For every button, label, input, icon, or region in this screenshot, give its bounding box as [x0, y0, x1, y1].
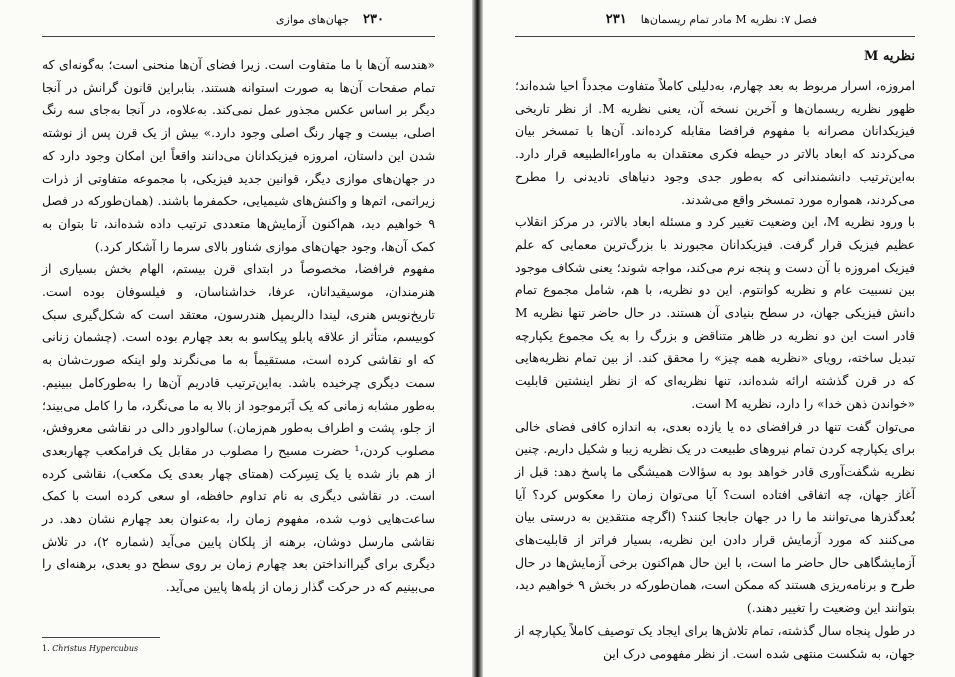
footnote-rule [42, 637, 160, 638]
left-header-title: جهان‌های موازی [275, 13, 350, 26]
left-page-number: ۲۳۰ [363, 12, 384, 27]
section-title: نظریه M [864, 49, 915, 64]
footnote [42, 644, 138, 653]
left-paragraph-1: «هندسه آن‌ها با ما متفاوت است. زیرا فضای آن‌ها منحنی است؛ به‌گونه‌ای که تمام صفحات آن‌ها به صورت استوانه هستند. بنابراین قانون گرانش در آنجا دیگر بر اساس عکس مجذور عمل نمی‌کند. به‌علاوه، در آنجا به‌جای سه رنگ اصلی، بیست و چهار رنگ اصلی وجود دارد.» بیش از یک قرن پس از نوشته شدن این داستان، امروزه فیزیکدانان می‌دانند واقعاً این امکان وجود دارد که در جهان‌های موازی دیگر، قوانین جدید فیزیکی، با مجموعه متفاوتی از ذرات زیراتمی، اتم‌ها و واکنش‌های شیمیایی، حکمفرما باشند. (همان‌طورکه در فصل ۹ خواهیم دید، هم‌اکنون آزمایش‌ها متعددی ترتیب داده شده‌اند، تا بتوان به کمک آن‌ها، وجود جهان‌های موازی شناور بالای سرما را آشکار کرد.) [42, 58, 435, 254]
right-header-title: فصل ۷: نظریه M مادر تمام ریسمان‌ها [640, 13, 817, 26]
right-paragraph-4: در طول پنجاه سال گذشته، تمام تلاش‌ها برای ایجاد یک توصیف کاملاً یکپارچه از جهان، به شکست منتهی شده است. از نظر مفهومی درک این [515, 623, 915, 661]
right-paragraph-3: می‌توان گفت تنها در فرافضای ده یا یازده بعدی، به اندازه کافی فضای خالی برای یکپارچه کردن تمام نیروهای طبیعت در یک نظریه زیبا و شکیل داریم. چنین نظریه شگفت‌آوری قادر خواهد بود به سؤالات همیشگی ما پاسخ دهد: قبل از آغاز جهان، چه اتفاقی افتاده است؟ آیا می‌توان زمان را معکوس کرد؟ آیا بُعدگذرها می‌توانند ما را در جهان جابجا کنند؟ (اگرچه منتقدین به درستی بیان می‌کنند که مورد آزمایش قرار دادن این نظریه، بسیار فراتر از قابلیت‌های آزمایشگاهی حال حاضر ما است، با این حال هم‌اکنون برخی آزمایش‌ها در حال طرح و برنامه‌ریزی هستند که ممکن است، همان‌طورکه در بخش ۹ خواهیم دید، بتوانند این وضعیت را تغییر دهند.) [515, 419, 916, 616]
right-paragraph-2: با ورود نظریه M، این وضعیت تغییر کرد و مسئله ابعاد بالاتر، در مرکز انقلاب عظیم فیزیک قرار گرفت. فیزیکدانان مجبورند با بزرگ‌ترین معمایی که علم فیزیک امروزه با آن دست و پنجه نرم می‌کند، مواجه شوند؛ یعنی شکاف موجود بین نسبیت عام و نظریه کوانتوم. این دو نظریه، با هم، شامل مجموع تمام دانش فیزیکی جهان، در سطح بنیادی آن هستند. در حال حاضر تنها نظریه M قادر است این دو نظریه در ظاهر متناقض و بزرگ را به یک مجموع یکپارچه تبدیل ساخته، رویای «نظریه همه چیز» را محقق کند. از بین تمام نظریه‌هایی که در قرن گذشته ارائه شده‌اند، تنها نظریه‌ای که از نظر اینشتین قابلیت «خواندن ذهن خدا» را دارد، نظریه M است. [515, 215, 916, 411]
left-paragraph-2: مفهوم فرافضا، مخصوصاً در ابتدای قرن بیستم، الهام بخش بسیاری از هنرمندان، موسیقیدانان، عرفا، خداشناسان، و فیلسوفان بوده است. تاریخ‌نویس هنری، لیندا دالریمپل هندرسون، معتقد است که شکل‌گیری سبک کوبیسم، متأثر از علاقه پابلو پیکاسو به بعد چهارم بوده است. (چشمان زنانی که او نقاشی کرده است، مستقیماً به ما می‌نگرند ولو اینکه صورت‌شان به سمت دیگری چرخیده باشد. به‌این‌ترتیب قادریم آن‌ها را به‌طورکامل ببینیم. به‌طور مشابه زمانی که یک اَبَرموجود از بالا به ما می‌نگرد، ما را کامل می‌بیند؛ از جلو، پشت و اطراف به‌طور هم‌زمان.) سالوادور دالی در نقاشی معروفش، مصلوب کردن،¹ حضرت مسیح را مصلوب در مقابل یک فرامکعب چهاربعدی از هم باز شده یا یک تِسِرکت (همتای چهار بعدی یک مکعب)، نقاشی کرده است. در نقاشی دیگری به نام تداوم حافظه، او سعی کرده است با کمک ساعت‌هایی ذوب شده، مفهوم زمان را، به‌عنوان بعد چهارم نشان دهد. در نقاشی مارسل دوشان، برهنه از پلکان پایین می‌آید (شماره ۲)، در تلاش دیگری برای گیراانداختن بعد چهارم زمان بر روی سطح دو بعدی، برهنه‌ای را می‌بینیم که در حرکت گذار زمان از پله‌ها پایین می‌آید. [42, 262, 435, 595]
right-page [483, 0, 955, 677]
right-header-rule [515, 36, 915, 37]
left-header-rule [42, 36, 435, 37]
footnote-text: Christus Hypercubus [52, 644, 139, 653]
right-paragraph-1: امروزه، اسرار مربوط به بعد چهارم، به‌دلیلی کاملاً متفاوت مجدداً احیا شده‌اند؛ ظهور نظریه ریسمان‌ها و آخرین نسخه آن، یعنی نظریه M. از نظر تاریخی فیزیکدانان مصرانه با مفهوم فرافضا مقابله کرده‌اند. آن‌ها با تمسخر بیان می‌کردند که ابعاد بالاتر در حیطه فکری معتقدان به ماوراءالطبیعه قرار دارد. به‌این‌ترتیب دانشمندانی که به‌طور جدی وجود دنیاهای نادیدنی را مطرح می‌کردند، همواره مورد تمسخر واقع می‌شدند. [515, 79, 915, 207]
left-running-header [276, 12, 384, 27]
right-running-header [606, 12, 817, 27]
left-body-text [42, 54, 435, 599]
left-page [0, 0, 472, 677]
right-page-number: ۲۳۱ [605, 12, 627, 27]
book-gutter [472, 0, 483, 677]
right-body-text [515, 75, 915, 665]
footnote-number: 1. [42, 644, 50, 653]
